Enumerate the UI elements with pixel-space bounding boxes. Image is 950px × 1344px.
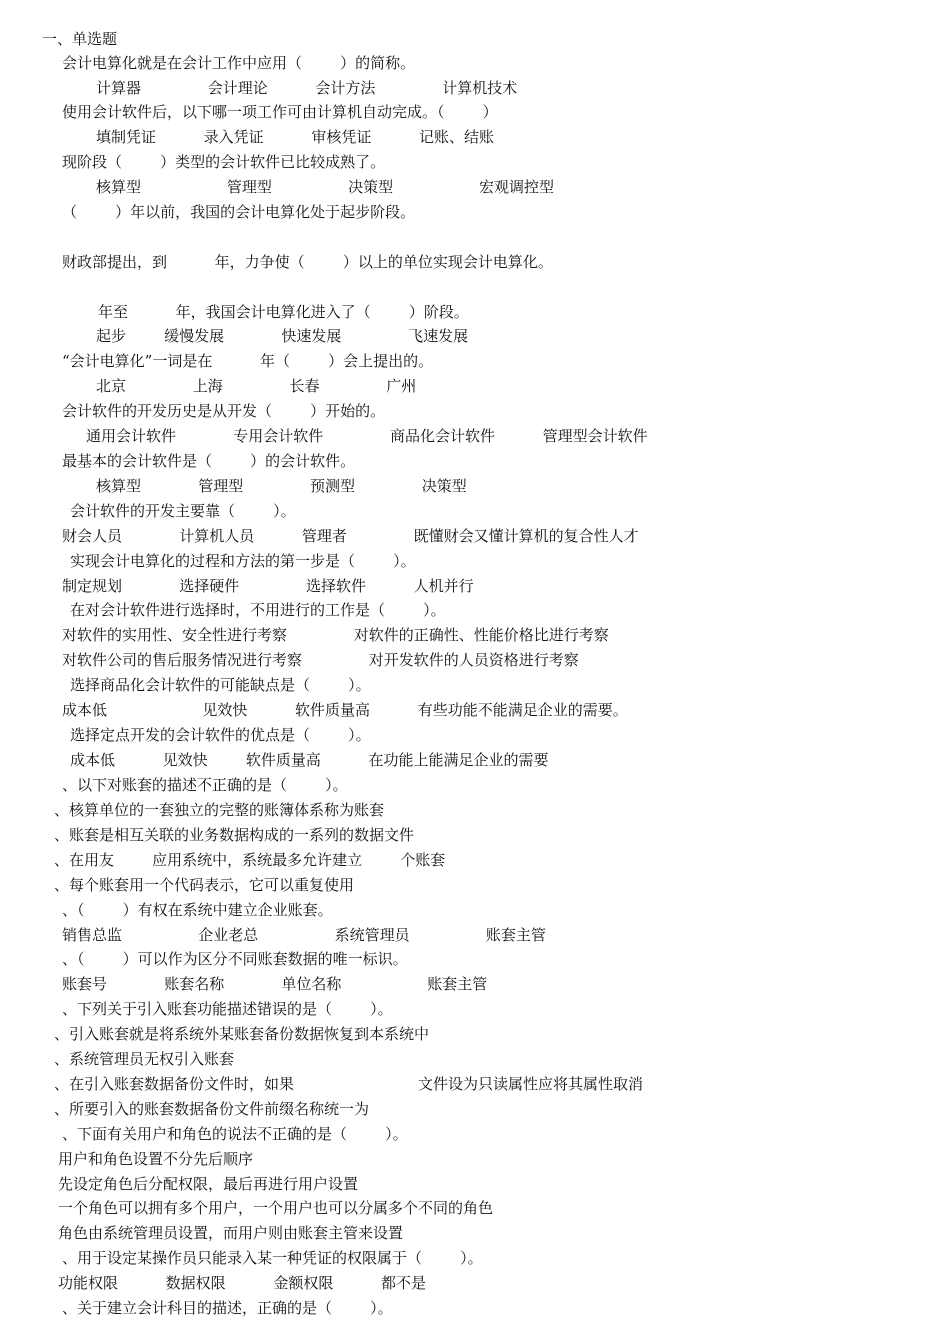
answer-option: 用户和角色设置不分先后顺序: [58, 1150, 254, 1168]
answer-option: 、所要引入的账套数据备份文件前缀名称统一为: [54, 1100, 370, 1118]
question-text: 最基本的会计软件是（ ）的会计软件。: [62, 452, 356, 470]
answer-options: 账套号 账套名称 单位名称 账套主管: [62, 975, 488, 993]
question-text: 、下面有关用户和角色的说法不正确的是（ ）。: [62, 1125, 408, 1143]
question-text: 财政部提出，到 年，力争使（ ）以上的单位实现会计电算化。: [62, 253, 553, 271]
question-text: 现阶段（ ）类型的会计软件已比较成熟了。: [62, 153, 386, 171]
question-text: 、用于设定某操作员只能录入某一种凭证的权限属于（ ）。: [62, 1249, 483, 1267]
question-text: 、（ ）可以作为区分不同账套数据的唯一标识。: [62, 950, 408, 968]
question-text: 会计电算化就是在会计工作中应用（ ）的简称。: [62, 54, 416, 72]
answer-options: 对软件公司的售后服务情况进行考察 对开发软件的人员资格进行考察: [62, 651, 579, 669]
answer-options: 核算型 管理型 决策型 宏观调控型: [96, 178, 554, 196]
section-heading: 一、单选题: [42, 30, 118, 48]
answer-options: 成本低 见效快 软件质量高 有些功能不能满足企业的需要。: [62, 701, 628, 719]
answer-option: 、引入账套就是将系统外某账套备份数据恢复到本系统中: [54, 1025, 430, 1043]
question-text: 、以下对账套的描述不正确的是（ ）。: [62, 776, 348, 794]
question-text: 、下列关于引入账套功能描述错误的是（ ）。: [62, 1000, 393, 1018]
answer-options: 核算型 管理型 预测型 决策型: [96, 477, 467, 495]
answer-options: 起步 缓慢发展 快速发展 飞速发展: [96, 327, 469, 345]
question-text: 选择商品化会计软件的可能缺点是（ ）。: [70, 676, 371, 694]
question-text: 实现会计电算化的过程和方法的第一步是（ ）。: [70, 552, 416, 570]
answer-option: 、在用友 应用系统中，系统最多允许建立 个账套: [54, 851, 446, 869]
question-text: 年至 年，我国会计电算化进入了（ ）阶段。: [98, 303, 469, 321]
answer-options: 填制凭证 录入凭证 审核凭证 记账、结账: [96, 128, 495, 146]
answer-option: 、系统管理员无权引入账套: [54, 1050, 235, 1068]
question-text: “会计电算化”一词是在 年（ ）会上提出的。: [62, 352, 434, 370]
answer-option: 一个角色可以拥有多个用户，一个用户也可以分属多个不同的角色: [58, 1199, 494, 1217]
answer-options: 财会人员 计算机人员 管理者 既懂财会又懂计算机的复合性人才: [62, 527, 639, 545]
question-text: 、（ ）有权在系统中建立企业账套。: [62, 901, 333, 919]
question-text: 在对会计软件进行选择时，不用进行的工作是（ ）。: [70, 601, 446, 619]
answer-options: 成本低 见效快 软件质量高 在功能上能满足企业的需要: [70, 751, 549, 769]
answer-option: 先设定角色后分配权限，最后再进行用户设置: [58, 1175, 359, 1193]
answer-option: 、核算单位的一套独立的完整的账簿体系称为账套: [54, 801, 385, 819]
answer-option: 、每个账套用一个代码表示，它可以重复使用: [54, 876, 355, 894]
question-text: （ ）年以前，我国的会计电算化处于起步阶段。: [62, 203, 416, 221]
answer-options: 计算器 会计理论 会计方法 计算机技术: [96, 79, 518, 97]
answer-options: 北京 上海 长春 广州: [96, 377, 417, 395]
answer-option: 、账套是相互关联的业务数据构成的一系列的数据文件: [54, 826, 415, 844]
answer-option: 角色由系统管理员设置，而用户则由账套主管来设置: [58, 1224, 404, 1242]
answer-options: 通用会计软件 专用会计软件 商品化会计软件 管理型会计软件: [86, 427, 648, 445]
question-text: 使用会计软件后，以下哪一项工作可由计算机自动完成。（ ）: [62, 103, 498, 121]
question-text: 选择定点开发的会计软件的优点是（ ）。: [70, 726, 371, 744]
answer-options: 功能权限 数据权限 金额权限 都不是: [58, 1274, 427, 1292]
answer-options: 制定规划 选择硬件 选择软件 人机并行: [62, 577, 474, 595]
question-text: 会计软件的开发主要靠（ ）。: [70, 502, 296, 520]
question-text: 、关于建立会计科目的描述，正确的是（ ）。: [62, 1299, 393, 1317]
answer-options: 销售总监 企业老总 系统管理员 账套主管: [62, 926, 546, 944]
answer-options: 对软件的实用性、安全性进行考察 对软件的正确性、性能价格比进行考察: [62, 626, 609, 644]
question-text: 会计软件的开发历史是从开发（ ）开始的。: [62, 402, 386, 420]
answer-option: 、在引入账套数据备份文件时，如果 文件设为只读属性应将其属性取消: [54, 1075, 643, 1093]
